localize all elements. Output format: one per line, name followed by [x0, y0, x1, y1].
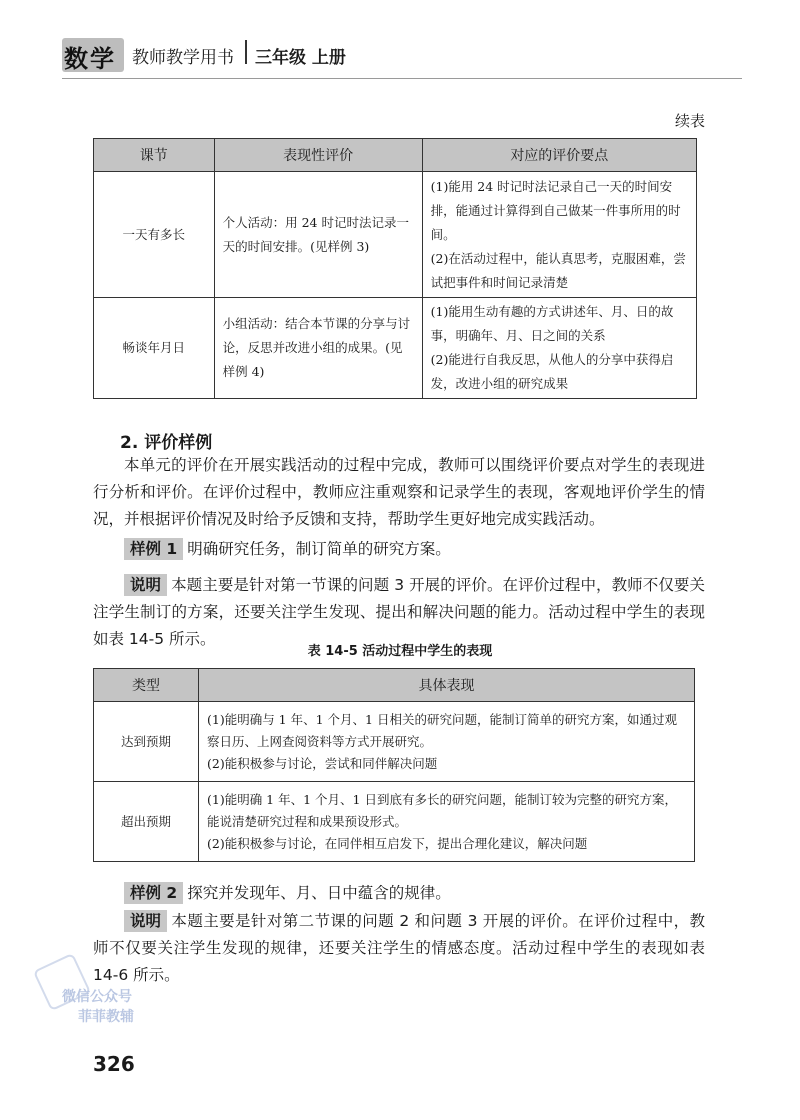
points-cell	[422, 172, 696, 298]
book-title: 教师教学用书	[132, 48, 234, 68]
note-tag: 说明	[124, 910, 167, 932]
example-2	[124, 880, 451, 907]
detail-item: (2)能积极参与讨论，在同伴相互启发下，提出合理化建议，解决问题	[207, 835, 588, 851]
page-number: 326	[93, 1052, 135, 1076]
table-row	[94, 702, 695, 782]
header-performance: 表现性评价	[214, 139, 422, 172]
point-item: (2)在活动过程中，能认真思考，克服困难，尝试把事件和时间记录清楚	[430, 250, 686, 290]
header-type: 类型	[94, 669, 199, 702]
subject-logo-text: 数学	[64, 44, 116, 73]
example-text: 探究并发现年、月、日中蕴含的规律。	[187, 884, 451, 902]
watermark	[40, 960, 150, 1040]
continued-label: 续表	[674, 112, 705, 130]
point-item: (1)能用生动有趣的方式讲述年、月、日的故事，明确年、月、日之间的关系	[430, 304, 674, 343]
detail-item: (2)能积极参与讨论，尝试和同伴解决问题	[207, 755, 438, 771]
section-intro: 本单元的评价在开展实践活动的过程中完成，教师可以围绕评价要点对学生的表现进行分析和评价。在评价过程中，教师应注重观察和记录学生的表现，客观地评价学生的情况，并根据评价情况及时给予反馈和支持，帮助学生更好地完成实践活动。	[93, 456, 705, 528]
table-caption: 表 14-5 活动过程中学生的表现	[307, 644, 493, 659]
performance-table	[93, 668, 695, 862]
header-detail: 具体表现	[199, 669, 695, 702]
grade-label: 三年级 上册	[255, 48, 346, 68]
page-header	[62, 30, 742, 86]
evaluation-table	[93, 138, 697, 399]
points-cell	[422, 298, 696, 399]
lesson-cell: 畅谈年月日	[94, 298, 215, 399]
header-rule	[62, 78, 742, 79]
note-2	[93, 908, 705, 989]
detail-cell	[199, 702, 695, 782]
detail-item: (1)能明确与 1 年、1 个月、1 日相关的研究问题，能制订简单的研究方案，如通过观察日历、上网查阅资料等方式开展研究。	[207, 711, 677, 749]
example-text: 明确研究任务，制订简单的研究方案。	[187, 540, 451, 558]
table-header-row	[94, 139, 697, 172]
point-item: (1)能用 24 时记时法记录自己一天的时间安排，能通过计算得到自己做某一件事所用的时间。	[430, 178, 681, 242]
section-title: 2. 评价样例	[120, 433, 213, 453]
note-text: 本题主要是针对第一节课的问题 3 开展的评价。在评价过程中，教师不仅要关注学生制订的方案，还要关注学生发现、提出和解决问题的能力。活动过程中学生的表现如表 14-5 所示。	[93, 576, 705, 648]
point-item: (2)能进行自我反思，从他人的分享中获得启发，改进小组的研究成果	[430, 352, 674, 391]
detail-item: (1)能明确 1 年、1 个月、1 日到底有多长的研究问题，能制订较为完整的研究方案，能说清楚研究过程和成果预设形式。	[207, 791, 677, 829]
example-tag: 样例 1	[124, 538, 183, 560]
detail-cell	[199, 782, 695, 862]
type-cell: 超出预期	[94, 782, 199, 862]
example-tag: 样例 2	[124, 882, 183, 904]
table-row	[94, 782, 695, 862]
header-lesson: 课节	[94, 139, 215, 172]
note-text: 本题主要是针对第二节课的问题 2 和问题 3 开展的评价。在评价过程中，教师不仅要关注学生发现的规律，还要关注学生的情感态度。活动过程中学生的表现如表 14-6 所示。	[93, 912, 705, 984]
performance-cell: 个人活动：用 24 时记时法记录一天的时间安排。(见样例 3)	[214, 172, 422, 298]
note-tag: 说明	[124, 574, 167, 596]
type-cell: 达到预期	[94, 702, 199, 782]
header-points: 对应的评价要点	[422, 139, 696, 172]
header-separator	[245, 40, 247, 64]
example-1	[124, 536, 451, 563]
performance-cell: 小组活动：结合本节课的分享与讨论，反思并改进小组的成果。(见样例 4)	[214, 298, 422, 399]
table-row	[94, 298, 697, 399]
lesson-cell: 一天有多长	[94, 172, 215, 298]
watermark-line-2: 菲菲教辅	[78, 1009, 134, 1025]
watermark-line-1: 微信公众号	[62, 989, 132, 1005]
table-row	[94, 172, 697, 298]
table-header-row	[94, 669, 695, 702]
